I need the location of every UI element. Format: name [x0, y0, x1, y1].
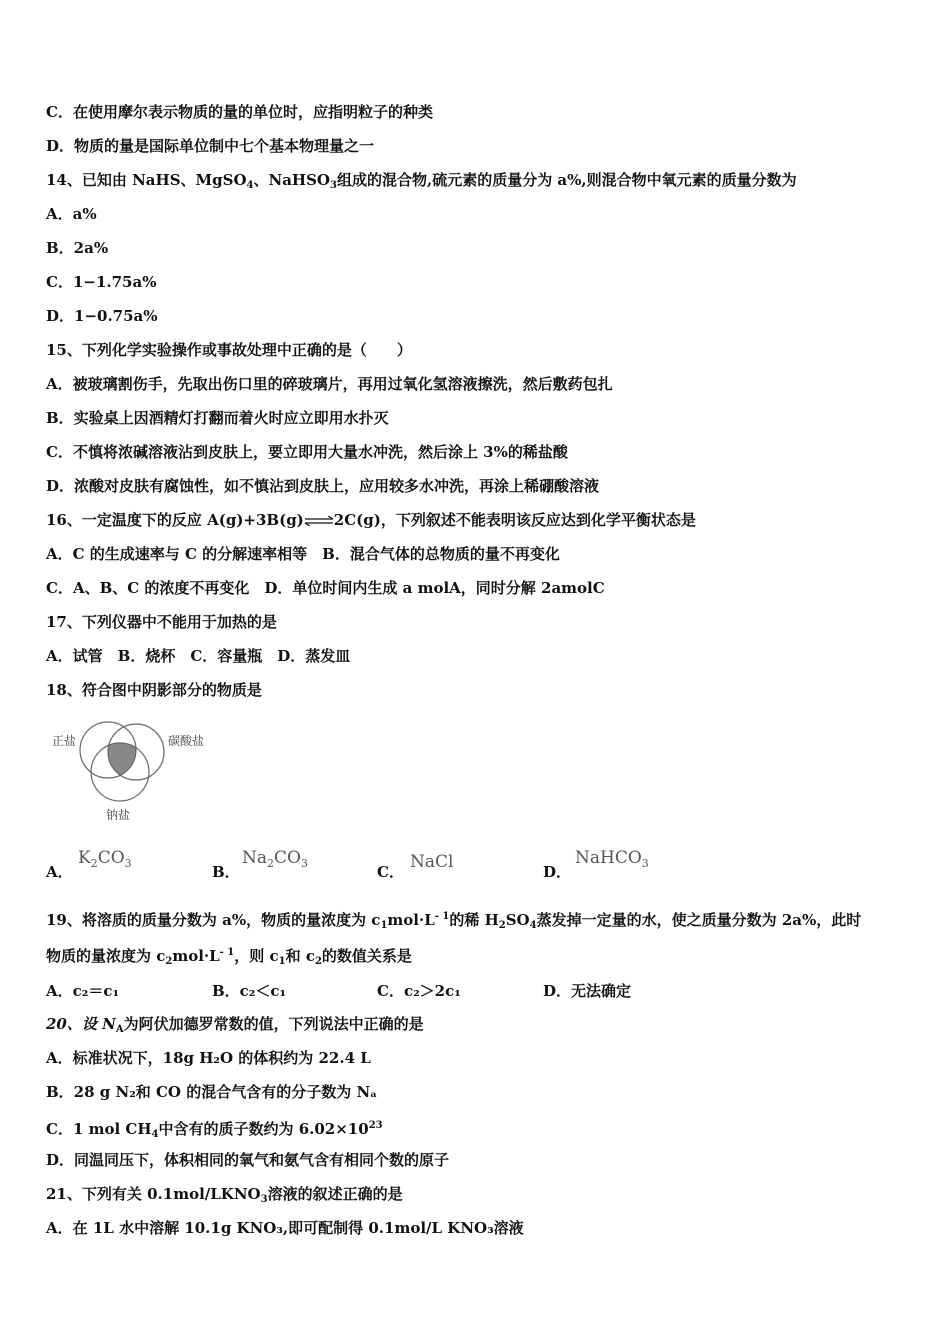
q14-option-a: A．a% [46, 205, 97, 223]
q16-options-ab: A．C 的生成速率与 C 的分解速率相等 B．混合气体的总物质的量不再变化 [46, 545, 560, 563]
q13-option-d: D．物质的量是国际单位制中七个基本物理量之一 [46, 137, 375, 155]
q18-option-a-label: A． [46, 863, 73, 881]
q17-options: A．试管 B．烧杯 C．容量瓶 D．蒸发皿 [46, 647, 351, 665]
q20-option-b: B．28 g N₂和 CO 的混合气含有的分子数为 Nₐ [46, 1083, 378, 1101]
q14-option-b: B．2a% [46, 239, 109, 257]
q19-option-c: C．c₂＞2c₁ [377, 982, 461, 1000]
q15-option-d: D．浓酸对皮肤有腐蚀性，如不慎沾到皮肤上，应用较多水冲洗，再涂上稀硼酸溶液 [46, 477, 600, 495]
q20-stem: 20、设 $N_A$为阿伏加德罗常数的值，下列说法中正确的是 [46, 1015, 424, 1035]
q15-option-a: A．被玻璃割伤手，先取出伤口里的碎玻璃片，再用过氧化氢溶液擦洗，然后敷药包扎 [46, 375, 613, 393]
q19-stem-line2: 物质的量浓度为 $c_2mol\cdot L^{- 1}$，则 $c_1$和 $c_2$的数值关系是 [46, 947, 412, 967]
venn-diagram [46, 712, 226, 832]
q14-stem: 14、已知由 NaHS、MgSO$_4$、NaHSO$_3$组成的混合物,硫元素的质量分为 a%,则混合物中氧元素的质量分数为 [46, 171, 797, 191]
q16-stem: 16、一定温度下的反应 A(g)+3B(g) 2C(g)，下列叙述不能表明该反应达到化学平衡状态是 [46, 511, 696, 529]
q20-option-c: C．1 mol $CH_4$中含有的质子数约为 $6.02\times 10^{23}$ [46, 1120, 383, 1140]
q14-option-c: C．1−1.75a% [46, 273, 157, 291]
venn-circles [46, 712, 226, 832]
q20-option-a: A．标准状况下，18g H₂O 的体积约为 22.4 L [46, 1049, 371, 1067]
q14-option-d: D．1−0.75a% [46, 307, 158, 325]
q20-option-d: D．同温同压下，体积相同的氧气和氨气含有相同个数的原子 [46, 1151, 450, 1169]
equilibrium-arrow-icon [304, 516, 334, 526]
q17-stem: 17、下列仪器中不能用于加热的是 [46, 613, 277, 631]
q13-option-c: C．在使用摩尔表示物质的量的单位时，应指明粒子的种类 [46, 103, 433, 121]
q19-option-d: D．无法确定 [543, 982, 632, 1000]
label-normal-salt: 正盐 [52, 734, 77, 748]
q18-option-b-label: B． [212, 863, 240, 881]
q15-option-b: B．实验桌上因酒精灯打翻而着火时应立即用水扑灭 [46, 409, 389, 427]
q18-option-c-label: C． [377, 863, 404, 881]
q21-option-a: A．在 1L 水中溶解 10.1g KNO₃,即可配制得 0.1mol/L KNO₃溶液 [46, 1219, 524, 1237]
q19-option-b: B．c₂＜c₁ [212, 982, 287, 1000]
q16-options-cd: C．A、B、C 的浓度不再变化 D．单位时间内生成 a molA，同时分解 2amolC [46, 579, 605, 597]
label-carbonate: 碳酸盐 [168, 734, 205, 748]
q18-option-c-formula: NaCl [410, 852, 454, 872]
label-sodium-salt: 钠盐 [106, 808, 131, 822]
q18-option-d-formula: NaHCO$_3$ [575, 848, 649, 870]
q18-option-b-formula: $Na_2CO_3$ [242, 848, 308, 870]
q21-stem: 21、下列有关 $0.1mol/LKNO_3$溶液的叙述正确的是 [46, 1185, 403, 1205]
q15-stem: 15、下列化学实验操作或事故处理中正确的是（ ） [46, 341, 412, 359]
q19-option-a: A．c₂＝c₁ [46, 982, 120, 1000]
q18-stem: 18、符合图中阴影部分的物质是 [46, 681, 262, 699]
q19-stem-line1: 19、将溶质的质量分数为 a%，物质的量浓度为 $c_1mol\cdot L^{- 1}$的稀 $H_2SO_4$蒸发掉一定量的水，使之质量分数为 2a%，此时 [46, 911, 862, 931]
q18-option-a-formula: $K_2CO_3$ [78, 848, 132, 870]
q18-option-d-label: D． [543, 863, 572, 881]
q15-option-c: C．不慎将浓碱溶液沾到皮肤上，要立即用大量水冲洗，然后涂上 3%的稀盐酸 [46, 443, 568, 461]
